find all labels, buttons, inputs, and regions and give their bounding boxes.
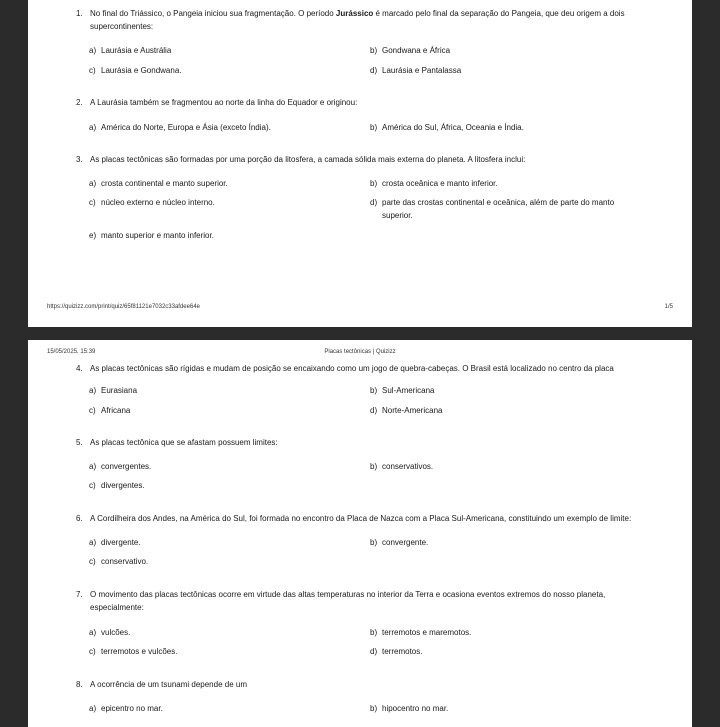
footer-page-number: 1/5 — [664, 304, 673, 310]
option-4b: b) Sul-Americana — [370, 386, 435, 395]
option-1b: b) Gondwana e África — [370, 46, 451, 55]
question-number: 5. — [76, 438, 83, 447]
option-1d: d) Laurásia e Pantalassa — [370, 66, 462, 75]
option-3e: e) manto superior e manto inferior. — [89, 231, 214, 240]
question-number: 7. — [76, 590, 83, 599]
question-number: 4. — [76, 364, 83, 373]
pdf-page-2 — [28, 340, 692, 727]
option-3b: b) crosta oceânica e manto inferior. — [370, 179, 498, 188]
option-7d: d) terremotos. — [370, 647, 423, 656]
option-3d: d) parte das crostas continental e oceânica, além de parte do manto superior. — [370, 198, 615, 220]
question-text: A Cordilheira dos Andes, na América do Sul, foi formada no encontro da Placa de Nazca com a Placa Sul-Americana, constituindo um exemplo de limite: — [90, 514, 632, 523]
option-6a: a) divergente. — [89, 538, 141, 547]
option-4c: c) Africana — [89, 406, 131, 415]
option-2b: b) América do Sul, África, Oceania e Índia. — [370, 123, 524, 132]
footer-url: https://quizizz.com/print/quiz/65f81121e7032c33afdee64e — [47, 304, 200, 310]
option-7c: c) terremotos e vulcões. — [89, 647, 178, 656]
question-text: O movimento das placas tectônicas ocorre em virtude das altas temperaturas no interior da Terra e ocasiona eventos extremos do nosso planeta, especialmente: — [90, 590, 606, 612]
bold-term: Jurássico — [335, 9, 374, 18]
question-text: As placas tectônicas são formadas por uma porção da litosfera, a camada sólida mais externa do planeta. A litosfera inclui: — [90, 155, 526, 164]
option-6b: b) convergente. — [370, 538, 429, 547]
option-8a: a) epicentro no mar. — [89, 704, 163, 713]
option-2a: a) América do Norte, Europa e Ásia (exceto Índia). — [89, 123, 271, 132]
option-5a: a) convergentes. — [89, 462, 152, 471]
question-number: 6. — [76, 514, 83, 523]
question-text: A Laurásia também se fragmentou ao norte da linha do Equador e originou: — [90, 98, 358, 107]
option-1c: c) Laurásia e Gondwana. — [89, 66, 182, 75]
option-8b: b) hipocentro no mar. — [370, 704, 449, 713]
pdf-page-1 — [28, 0, 692, 327]
option-3c: c) núcleo externo e núcleo interno. — [89, 198, 215, 207]
option-5b: b) conservativos. — [370, 462, 434, 471]
question-number: 1. — [76, 9, 83, 18]
header-title: Placas tectônicas | Quizizz — [324, 349, 396, 355]
option-6c: c) conservativo. — [89, 557, 149, 566]
option-3a: a) crosta continental e manto superior. — [89, 179, 228, 188]
option-4a: a) Eurasiana — [89, 386, 138, 395]
question-number: 3. — [76, 155, 83, 164]
question-text: A ocorrência de um tsunami depende de um — [90, 680, 247, 689]
option-4d: d) Norte-Americana — [370, 406, 443, 415]
question-number: 2. — [76, 98, 83, 107]
option-1a: a) Laurásia e Austrália — [89, 46, 172, 55]
header-date: 15/05/2025, 15:39 — [47, 349, 96, 355]
question-text: No final do Triássico, o Pangeia iniciou sua fragmentação. O período Jurássico é marcado pelo final da separação do Pangeia, que deu origem a dois supercontinentes: — [90, 9, 625, 31]
question-text: As placas tectônicas são rígidas e mudam de posição se encaixando como um jogo de quebra-cabeças. O Brasil está localizado no centro da placa — [90, 364, 614, 373]
option-5c: c) divergentes. — [89, 481, 145, 490]
option-7b: b) terremotos e maremotos. — [370, 628, 472, 637]
option-7a: a) vulcões. — [89, 628, 131, 637]
question-text: As placas tectônica que se afastam possuem limites: — [90, 438, 278, 447]
question-number: 8. — [76, 680, 83, 689]
